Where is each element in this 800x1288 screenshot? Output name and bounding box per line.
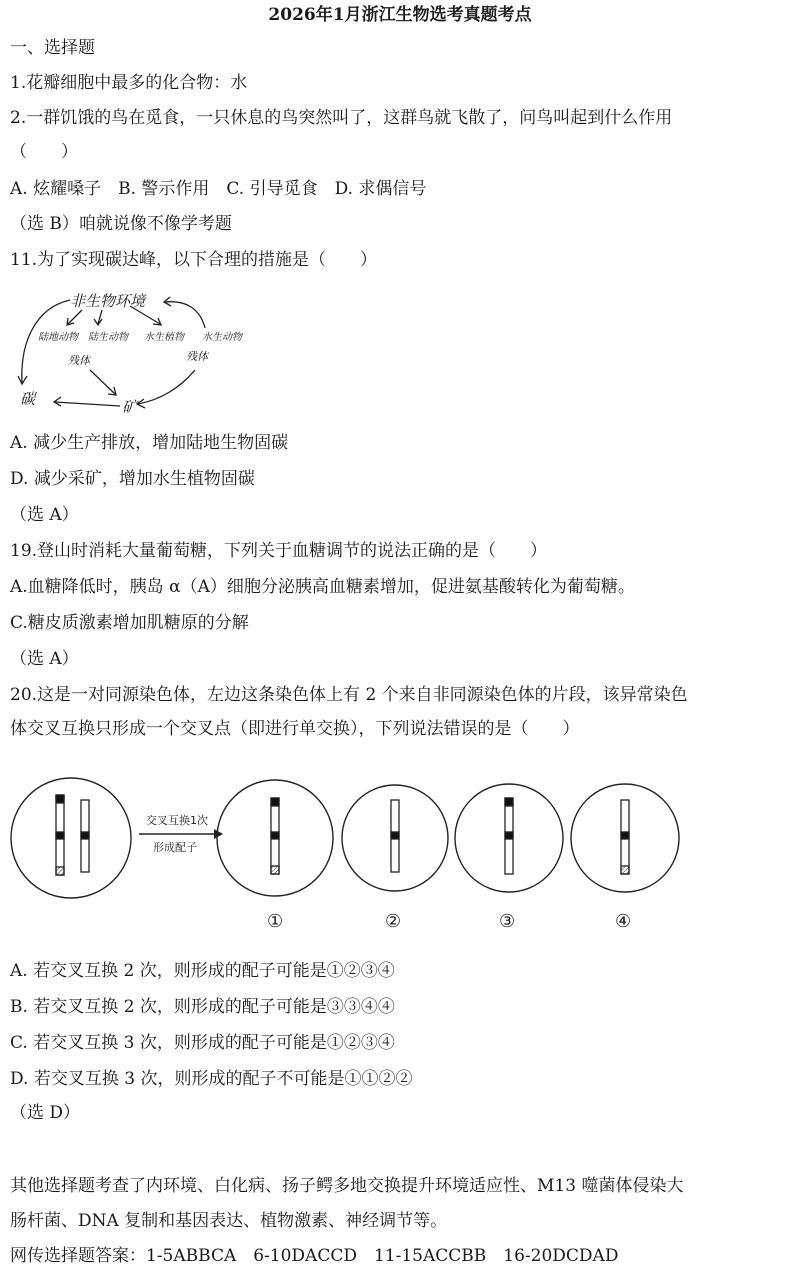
diagram-left-corpse: 残体 (68, 354, 90, 367)
question-19-stem: 19.登山时消耗大量葡萄糖，下列关于血糖调节的说法正确的是（ ） (10, 541, 548, 561)
question-19-option-c: C.糖皮质激素增加肌糖原的分解 (10, 613, 249, 633)
question-20-stem-line2: 体交叉互换只形成一个交叉点（即进行单交换），下列说法错误的是（ ） (10, 719, 580, 739)
gamete-number-1: ① (267, 911, 284, 932)
question-2-answer: （选 B）咱就说像不像学考题 (10, 214, 232, 234)
arrow-bottom-label: 形成配子 (153, 841, 197, 854)
arrow-top-label: 交叉互换1次 (146, 814, 208, 827)
other-topics-line1: 其他选择题考查了内环境、白化病、扬子鳄多地交换提升环境适应性、M13 噬菌体侵染大 (10, 1176, 684, 1196)
question-2-blank: （ ） (10, 142, 78, 162)
question-20-option-d: D. 若交叉互换 3 次，则形成的配子不可能是①①②② (10, 1069, 413, 1089)
question-20-stem-line1: 20.这是一对同源染色体，左边这条染色体上有 2 个来自非同源染色体的片段，该异常染色 (10, 685, 688, 705)
question-2-stem: 2.一群饥饿的鸟在觅食，一只休息的鸟突然叫了，这群鸟就飞散了，问鸟叫起到什么作用 (10, 108, 673, 128)
answer-key: 网传选择题答案：1-5ABBCA 6-10DACCD 11-15ACCBB 16-20DCDAD (10, 1246, 619, 1266)
question-11-answer: （选 A） (10, 505, 79, 525)
diagram-bottom-label: 矿 (122, 398, 138, 416)
diagram-label-3: 水生植物 (144, 332, 184, 343)
question-1: 1.花瓣细胞中最多的化合物：水 (10, 73, 248, 93)
gamete-number-4: ④ (615, 911, 632, 932)
diagram-right-corpse: 残体 (186, 350, 208, 363)
gamete-number-2: ② (385, 911, 402, 932)
question-11-option-d: D. 减少采矿，增加水生植物固碳 (10, 469, 255, 489)
page-title: 2026年1月浙江生物选考真题考点 (268, 5, 532, 25)
diagram-top-label: 非生物环境 (70, 292, 146, 310)
question-11-option-a: A. 减少生产排放，增加陆地生物固碳 (10, 433, 289, 453)
question-11-stem: 11.为了实现碳达峰，以下合理的措施是（ ） (10, 250, 378, 270)
question-20-answer: （选 D） (10, 1103, 81, 1123)
parent-cell (11, 778, 131, 898)
question-19-option-a: A.血糖降低时，胰岛 α（A）细胞分泌胰高血糖素增加，促进氨基酸转化为葡萄糖。 (10, 577, 635, 597)
diagram-label-1: 陆地动物 (38, 332, 78, 343)
gamete-number-3: ③ (499, 911, 516, 932)
other-topics-line2: 肠杆菌、DNA 复制和基因表达、植物激素、神经调节等。 (10, 1211, 448, 1231)
diagram-left-label: 碳 (20, 390, 36, 408)
diagram-label-2: 陆生动物 (88, 332, 128, 343)
chromosome-diagram (0, 770, 800, 940)
diagram-label-4: 水生动物 (202, 332, 242, 343)
question-20-option-a: A. 若交叉互换 2 次，则形成的配子可能是①②③④ (10, 961, 395, 981)
carbon-cycle-diagram (10, 288, 290, 423)
section-heading: 一、选择题 (10, 38, 95, 58)
question-19-answer: （选 A） (10, 649, 79, 669)
question-2-options: A. 炫耀嗓子 B. 警示作用 C. 引导觅食 D. 求偶信号 (10, 179, 427, 199)
question-20-option-b: B. 若交叉互换 2 次，则形成的配子可能是③③④④ (10, 997, 395, 1017)
question-20-option-c: C. 若交叉互换 3 次，则形成的配子可能是①②③④ (10, 1033, 395, 1053)
